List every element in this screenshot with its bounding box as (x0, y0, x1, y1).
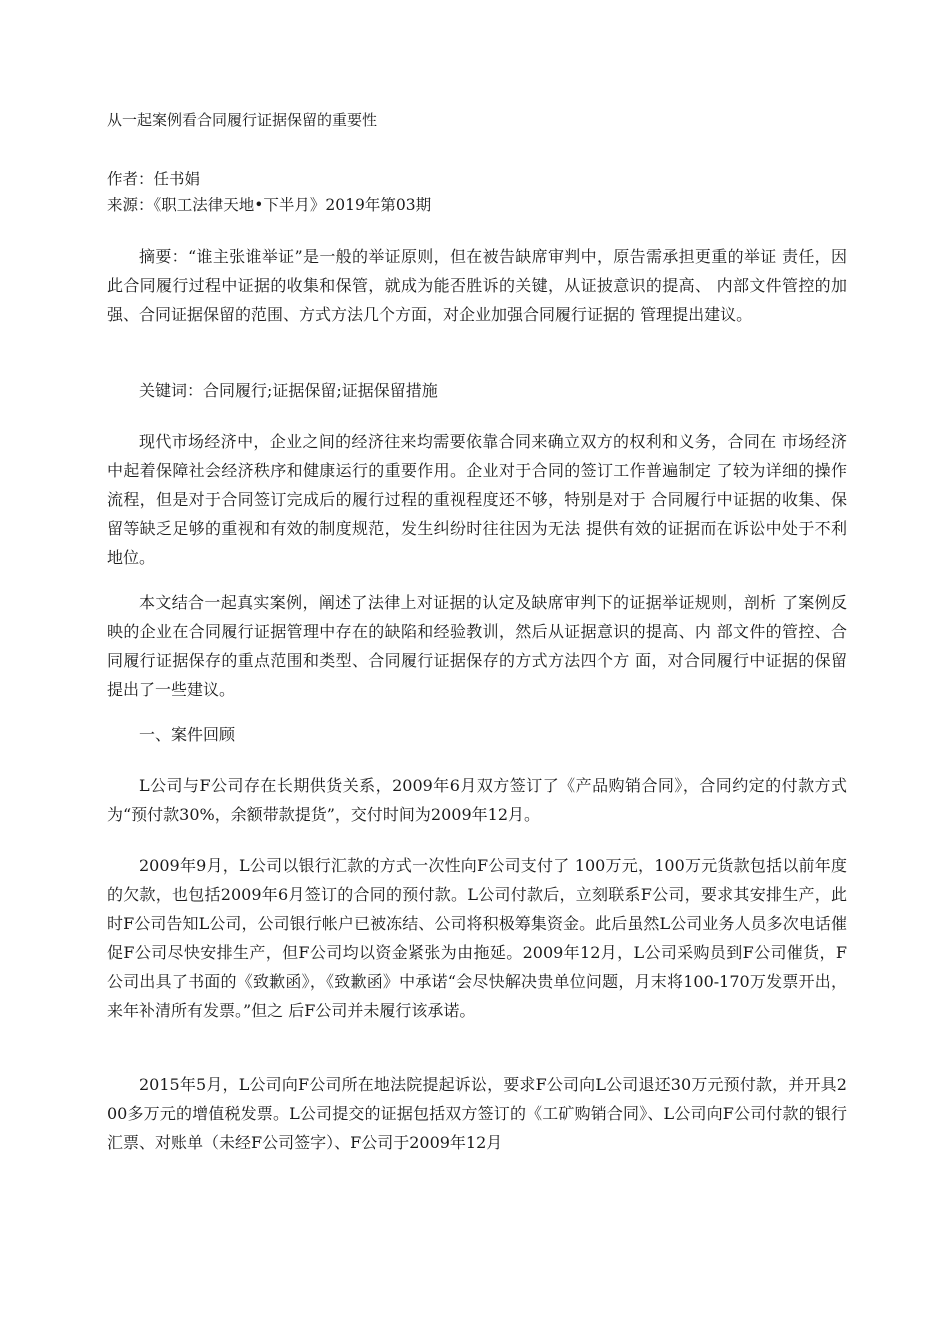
intro-paragraph-2: 本文结合一起真实案例，阐述了法律上对证据的认定及缺席审判下的证据举证规则，剖析 了案例反映的企业在合同履行证据管理中存在的缺陷和经验教训，然后从证据意识的提高、内 部文件的管控、合同履行证据保存的重点范围和类型、合同履行证据保存的方式方法四个方 面，对合同履行中证据的保留提出了一些建议。 (107, 593, 847, 699)
intro-paragraph-1: 现代市场经济中，企业之间的经济往来均需要依靠合同来确立双方的权利和义务，合同在 市场经济中起着保障社会经济秩序和健康运行的重要作用。企业对于合同的签订工作普遍制定 了较为详细的操作流程，但是对于合同签订完成后的履行过程的重视程度还不够，特别是对于 合同履行中证据的收集、保留等缺乏足够的重视和有效的制度规范，发生纠纷时往往因为无法 提供有效的证据而在诉讼中处于不利地位。 (107, 432, 847, 567)
keywords-paragraph: 关键词：合同履行;证据保留;证据保留措施 (139, 381, 438, 400)
case-paragraph-2: 2009年9月，L公司以银行汇款的方式一次性向F公司支付了 100万元，100万元货款包括以前年度的欠款，也包括2009年6月签订的合同的预付款。L公司付款后，立刻联系F公司，要求其安排生产，此时F公司告知L公司，公司银行帐户已被冻结、公司将积极筹集资金。此后虽然L公司业务人员多次电话催促F公司尽快安排生产，但F公司均以资金紧张为由拖延。2009年12月，L公司采购员到F公司催货，F公司出具了书面的《致歉函》，《致歉函》中承诺“会尽快解决贵单位问题，月末将100-170万发票开出，来年补清所有发票。”但之 后F公司并未履行该承诺。 (107, 856, 847, 1020)
article-author: 作者：任书娟 (107, 170, 201, 188)
article-title: 从一起案例看合同履行证据保留的重要性 (107, 111, 378, 129)
abstract-paragraph: 摘要：“谁主张谁举证”是一般的举证原则，但在被告缺席审判中，原告需承担更重的举证 责任，因此合同履行过程中证据的收集和保管，就成为能否胜诉的关键，从证披意识的提高、 内部文件管控的加强、合同证据保留的范围、方式方法几个方面，对企业加强合同履行证据的 管理提出建议。 (107, 247, 847, 324)
section-heading-case-review: 一、案件回顾 (139, 725, 236, 744)
case-paragraph-1: L公司与F公司存在长期供货关系，2009年6月双方签订了《产品购销合同》，合同约定的付款方式为“预付款30%，余额带款提货”，交付时间为2009年12月。 (107, 776, 847, 824)
case-paragraph-3: 2015年5月，L公司向F公司所在地法院提起诉讼，要求F公司向L公司退还30万元预付款，并开具200多万元的增值税发票。L公司提交的证据包括双方签订的《工矿购销合同》、L公司向F公司付款的银行汇票、对账单（未经F公司签字）、F公司于2009年12月 (107, 1075, 847, 1152)
article-source: 来源：《职工法律天地•下半月》2019年第03期 (107, 196, 432, 214)
